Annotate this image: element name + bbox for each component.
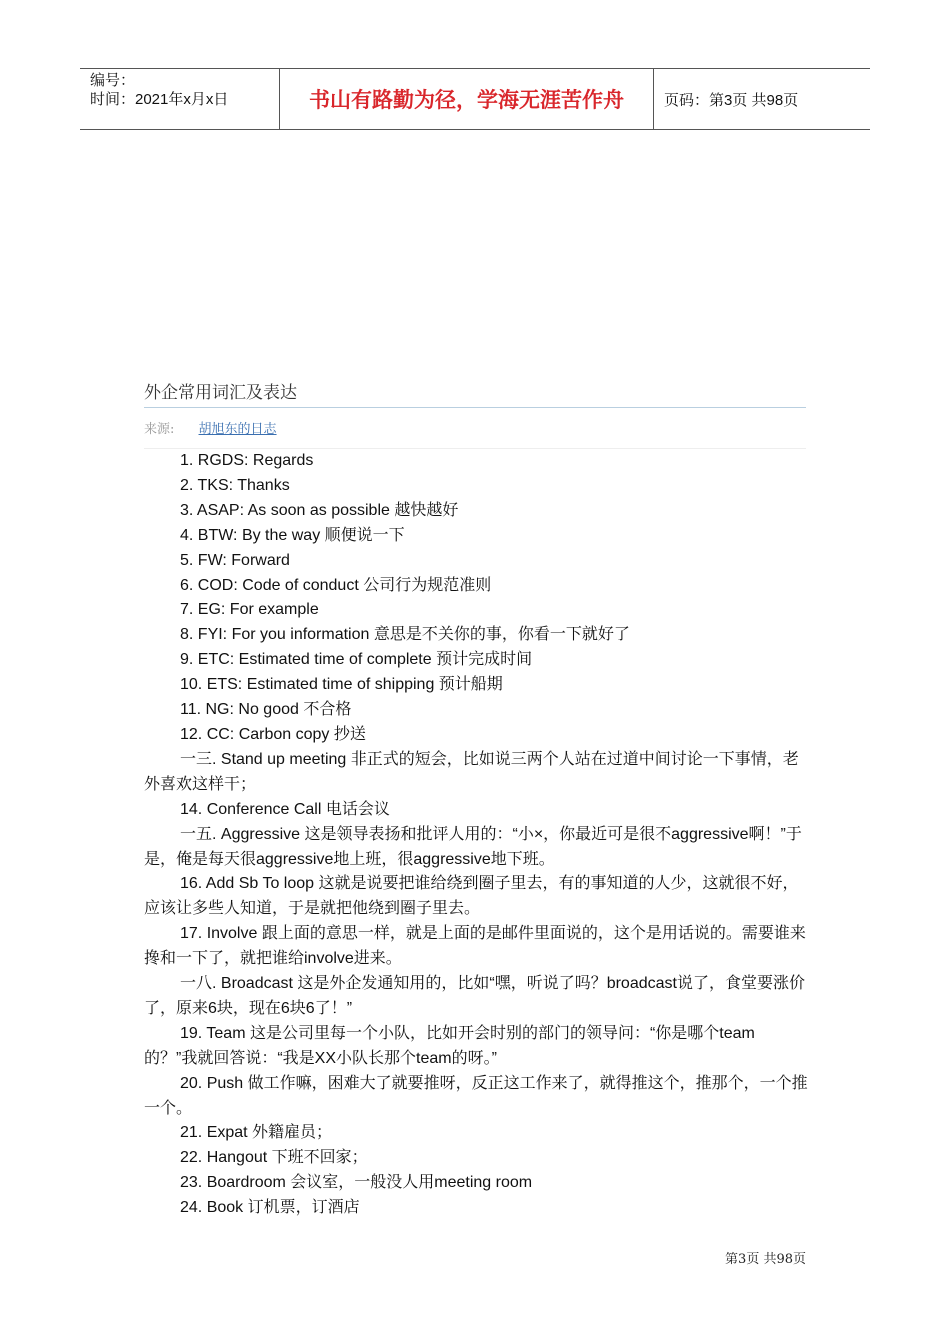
header-page-info: 页码：第3页 共98页: [664, 91, 799, 109]
list-item: 19. Team 这是公司里每一个小队，比如开会时别的部门的领导问：“你是哪个team的？”我就回答说：“我是XX小队长那个team的呀。”: [144, 1024, 755, 1067]
header-meta: [80, 69, 280, 129]
list-item: 1. RGDS: Regards: [180, 452, 314, 469]
list-item: 23. Boardroom 会议室，一般没人用meeting room: [180, 1174, 533, 1192]
list-item: 17. Involve 跟上面的意思一样，就是上面的是邮件里面说的，这个是用话说的。需要谁来搀和一下了，就把谁给involve进来。: [144, 925, 806, 968]
list-item: 10. ETS: Estimated time of shipping 预计船期: [180, 676, 503, 694]
header-number-label: 编号：: [90, 72, 136, 89]
source-link[interactable]: 胡旭东的日志: [198, 422, 277, 437]
list-item: 一八. Broadcast 这是外企发通知用的，比如“嘿，听说了吗？broadcast说了，食堂要涨价了，原来6块，现在6块6了！”: [144, 975, 805, 1017]
list-item: 24. Book 订机票，订酒店: [180, 1199, 360, 1217]
list-item: 12. CC: Carbon copy 抄送: [180, 725, 366, 743]
list-item: 22. Hangout 下班不回家；: [180, 1149, 368, 1167]
list-item: 21. Expat 外籍雇员；: [180, 1124, 333, 1142]
list-item: 4. BTW: By the way 顺便说一下: [180, 526, 405, 544]
list-item: 9. ETC: Estimated time of complete 预计完成时间: [180, 651, 533, 669]
source-label: 来源:: [144, 422, 175, 437]
page-header: [80, 68, 870, 130]
header-motto: 书山有路勤为径，学海无涯苦作舟: [280, 69, 654, 129]
article-source: [144, 418, 806, 449]
list-item: 6. COD: Code of conduct 公司行为规范准则: [180, 576, 492, 594]
page-footer: 第3页 共98页: [725, 1252, 806, 1267]
list-item: 3. ASAP: As soon as possible 越快越好: [180, 501, 459, 519]
list-item: 2. TKS: Thanks: [180, 476, 290, 494]
list-item: 8. FYI: For you information 意思是不关你的事，你看一下就好了: [180, 626, 630, 644]
list-item: 一五. Aggressive 这是领导表扬和批评人用的：“小×，你最近可是很不aggressive啊！”于是，俺是每天很aggressive地上班，很aggressive地下班。: [144, 825, 802, 868]
article-body: [144, 449, 808, 1221]
list-item: 11. NG: No good 不合格: [180, 701, 352, 719]
list-item: 7. EG: For example: [180, 601, 319, 619]
list-item: 16. Add Sb To loop 这就是说要把谁给绕到圈子里去，有的事知道的人少，这就很不好，应该让多些人知道，于是就把他绕到圈子里去。: [144, 875, 799, 918]
list-item: 一三. Stand up meeting 非正式的短会，比如说三两个人站在过道中间讨论一下事情，老外喜欢这样干；: [144, 750, 799, 793]
header-time-label: 时间：2021年x月x日: [90, 91, 229, 108]
list-item: 14. Conference Call 电话会议: [180, 800, 390, 818]
list-item: 5. FW: Forward: [180, 551, 290, 569]
article-title: 外企常用词汇及表达: [144, 378, 806, 408]
list-item: 20. Push 做工作嘛，困难大了就要推呀，反正这工作来了，就得推这个，推那个，一个推一个。: [144, 1074, 808, 1117]
